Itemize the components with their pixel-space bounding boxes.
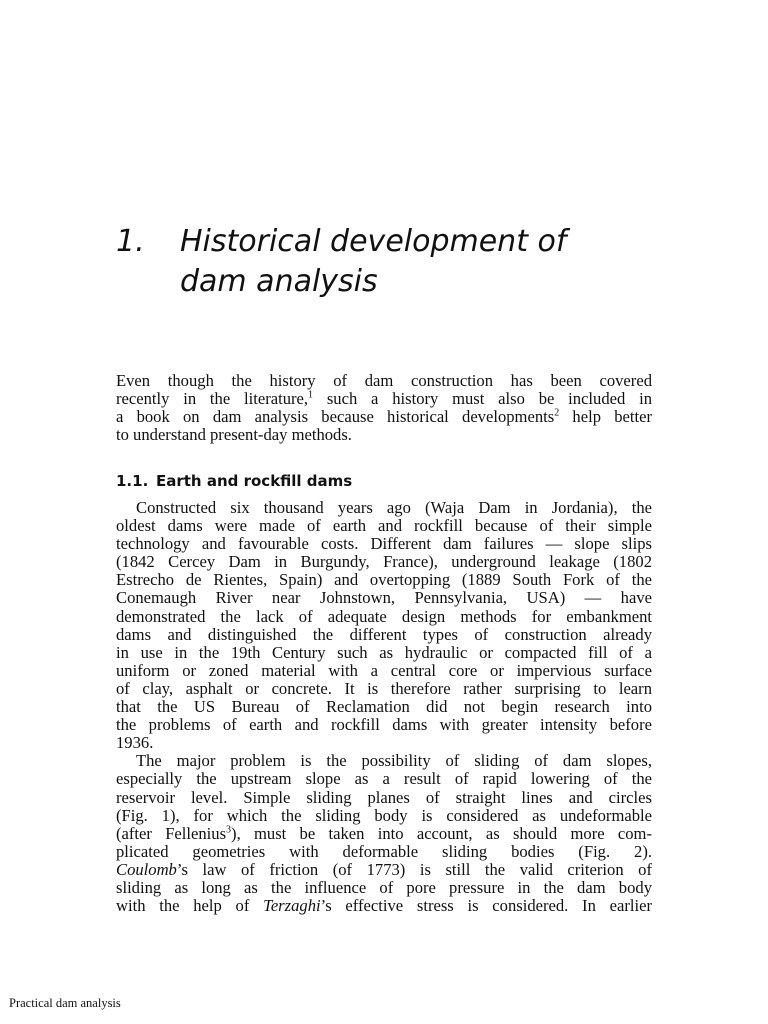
page-footer: Practical dam analysis bbox=[9, 996, 121, 1010]
footnote-ref: 2 bbox=[554, 407, 560, 419]
text-line: (1842 Cercey Dam in Burgundy, France), underground leakage (1802 bbox=[116, 552, 652, 572]
text-line bbox=[116, 897, 652, 915]
text-line: The major problem is the possibility of sliding of dam slopes, bbox=[136, 751, 652, 771]
text-line: Constructed six thousand years ago (Waja Dam in Jordania), the bbox=[136, 498, 652, 517]
chapter-number: 1. bbox=[116, 224, 145, 259]
text-line: demonstrated the lack of adequate design methods for embankment bbox=[116, 606, 652, 626]
person-name: Coulomb bbox=[116, 859, 177, 879]
text-line: sliding as long as the influence of pore pressure in the dam body bbox=[116, 877, 652, 897]
text-line: plicated geometries with deformable sliding bodies (Fig. 2). bbox=[116, 841, 652, 861]
section-body bbox=[116, 499, 652, 915]
text-line: Even though the history of dam construction has been covered bbox=[116, 371, 652, 390]
text-line: 1936. bbox=[116, 733, 154, 753]
text-fragment: help better bbox=[572, 407, 652, 427]
person-name: Terzaghi bbox=[263, 896, 321, 916]
text-line bbox=[116, 408, 652, 426]
text-line: dams and distinguished the different types of construction already bbox=[116, 624, 652, 644]
text-fragment: such a history must also be included in bbox=[326, 389, 653, 409]
text-line: of clay, asphalt or concrete. It is therefore rather surprising to learn bbox=[116, 678, 652, 698]
text-fragment: with the help of bbox=[116, 896, 264, 916]
chapter-title-line-1: Historical development of bbox=[180, 224, 567, 259]
text-fragment: ’s law of friction (of 1773) is still the valid criterion of bbox=[176, 859, 652, 879]
text-fragment: ’s effective stress is considered. In earlier bbox=[320, 896, 652, 916]
text-line bbox=[116, 825, 652, 843]
footnote-ref: 3 bbox=[226, 824, 232, 836]
text-line: (Fig. 1), for which the sliding body is considered as undeformable bbox=[116, 805, 652, 825]
chapter-title bbox=[116, 222, 676, 302]
section-heading bbox=[116, 472, 352, 490]
chapter-title-line-2: dam analysis bbox=[180, 264, 378, 299]
intro-paragraph bbox=[116, 372, 652, 444]
text-line: reservoir level. Simple sliding planes of straight lines and circles bbox=[116, 787, 652, 807]
chapter-title-text bbox=[180, 222, 676, 302]
section-title: Earth and rockfill dams bbox=[156, 472, 353, 490]
text-line: especially the upstream slope as a result of rapid lowering of the bbox=[116, 769, 652, 789]
text-fragment: recently in the literature, bbox=[116, 389, 309, 409]
text-line bbox=[116, 861, 652, 879]
text-fragment: a book on dam analysis because historical developments bbox=[116, 407, 555, 427]
text-line: in use in the 19th Century such as hydraulic or compacted fill of a bbox=[116, 642, 652, 662]
text-line bbox=[116, 390, 652, 408]
text-line: the problems of earth and rockfill dams with greater intensity before bbox=[116, 715, 652, 735]
text-line: to understand present-day methods. bbox=[116, 425, 352, 445]
text-line: Conemaugh River near Johnstown, Pennsylvania, USA) — have bbox=[116, 588, 652, 608]
text-line: uniform or zoned material with a central core or impervious surface bbox=[116, 660, 652, 680]
text-fragment: (after Fellenius bbox=[116, 823, 227, 843]
text-fragment: ), must be taken into account, as should more com- bbox=[231, 823, 652, 843]
text-line: oldest dams were made of earth and rockfill because of their simple bbox=[116, 516, 652, 536]
text-line: that the US Bureau of Reclamation did not begin research into bbox=[116, 697, 652, 717]
section-number: 1.1. bbox=[116, 472, 149, 490]
footnote-ref: 1 bbox=[308, 389, 314, 401]
text-line: technology and favourable costs. Different dam failures — slope slips bbox=[116, 534, 652, 554]
text-line: Estrecho de Rientes, Spain) and overtopping (1889 South Fork of the bbox=[116, 570, 652, 590]
